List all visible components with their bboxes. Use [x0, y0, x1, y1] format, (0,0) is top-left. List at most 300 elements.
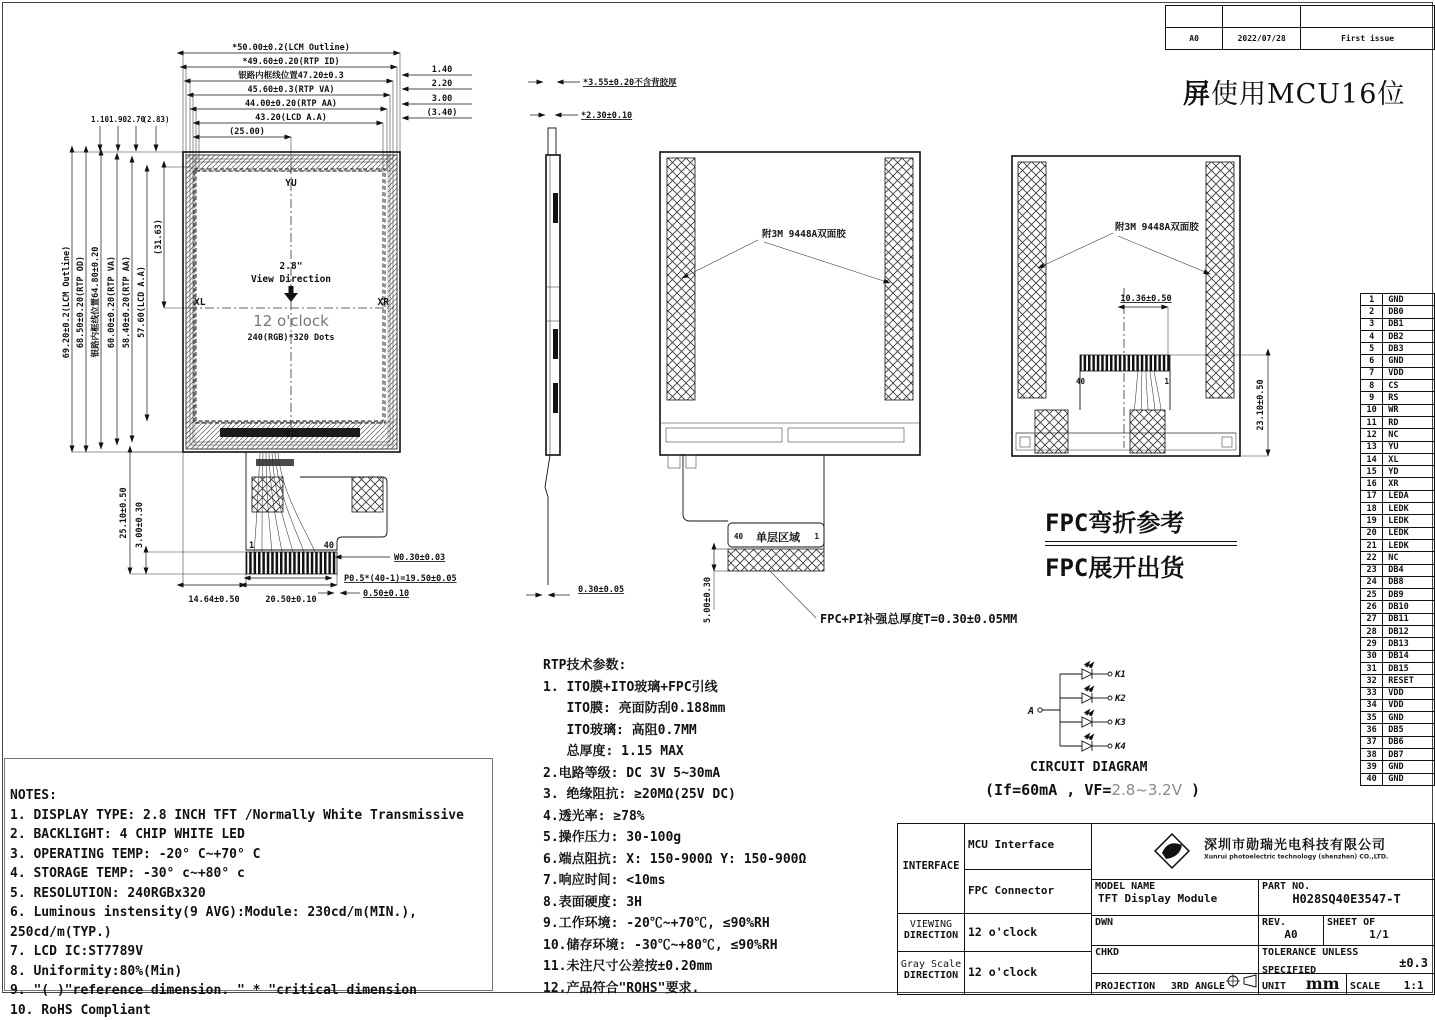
pin-name: LEDA [1383, 490, 1435, 502]
pin-number: 23 [1361, 564, 1383, 576]
dim-right-4: (3.40) [427, 108, 458, 118]
dim-pitch: P0.5*(40-1)=19.50±0.05 [344, 574, 457, 584]
tolerance-value: ±0.3 [1399, 956, 1428, 970]
notes-block [10, 786, 485, 1020]
fpc-bend-reference-label: FPC弯折参考 [1045, 503, 1240, 538]
pin-name: GND [1383, 773, 1435, 785]
revision-code: A0 [1166, 28, 1223, 50]
part-no-label: PART NO. [1259, 880, 1434, 892]
pin-name: YD [1383, 466, 1435, 478]
pin-name: GND [1383, 294, 1435, 306]
pin-name: DB8 [1383, 576, 1435, 588]
pin-row [1361, 613, 1435, 625]
pin-row [1361, 539, 1435, 551]
rtp-line: ITO玻璃: 高阻0.7MM [543, 720, 893, 742]
gray-scale-label-cell [898, 951, 964, 994]
pin-number: 39 [1361, 761, 1383, 773]
pin-row [1361, 515, 1435, 527]
cathode-k1-label: K1 [1114, 670, 1126, 680]
pin-number: 40 [1361, 773, 1383, 785]
pin-row [1361, 724, 1435, 736]
tape-strip-left [667, 158, 695, 400]
pin-name: XL [1383, 453, 1435, 465]
mark-xr: XR [378, 297, 390, 308]
unit-label: UNIT [1259, 980, 1286, 992]
pin-row [1361, 343, 1435, 355]
rtp-line: 2.电路等级: DC 3V 5~30mA [543, 763, 893, 785]
pin-row [1361, 306, 1435, 318]
pin-row [1361, 294, 1435, 306]
scale-value: 1:1 [1404, 979, 1424, 992]
clock-direction-label: 12 o'clock [253, 312, 329, 330]
pin-row [1361, 355, 1435, 367]
gray-scale-label-2: DIRECTION [898, 970, 964, 981]
pin-number: 32 [1361, 675, 1383, 687]
dim-rtp-va-h: 60.00±0.20(RTP VA) [107, 256, 117, 348]
condition-value: 2.8~3.2V [1111, 781, 1182, 799]
rtp-parameters-block [543, 655, 893, 999]
fpc-pin1: 1 [814, 532, 819, 541]
rtp-lines [543, 677, 893, 1000]
pin-number: 10 [1361, 404, 1383, 416]
pin-name: DB11 [1383, 613, 1435, 625]
dim-fpc-thickness: 0.30±0.05 [578, 585, 624, 595]
pin-row [1361, 761, 1435, 773]
dim-20-50: 20.50±0.10 [265, 595, 316, 605]
pin-name: DB5 [1383, 724, 1435, 736]
rtp-line: 9.工作环境: -20℃~+70℃, ≤90%RH [543, 913, 893, 935]
pin-number: 9 [1361, 392, 1383, 404]
dim-tl-3: 2.70 [127, 115, 146, 124]
pin-number: 35 [1361, 712, 1383, 724]
revision-date: 2022/07/28 [1223, 28, 1301, 50]
pin-name: RD [1383, 416, 1435, 428]
pin-name: DB6 [1383, 736, 1435, 748]
pin-name: DB10 [1383, 601, 1435, 613]
rtp-line: 3. 绝缘阻抗: ≥20MΩ(25V DC) [543, 784, 893, 806]
stiffener-note: FPC+PI补强总厚度T=0.30±0.05MM [820, 611, 1017, 626]
folded-fpc [1016, 355, 1236, 453]
mcu-note-rest: 使用MCU16位 [1211, 79, 1405, 110]
note-line: 4. STORAGE TEMP: -30° c~+80° c [10, 864, 485, 884]
revision-description: First issue [1301, 28, 1435, 50]
notes-lines [10, 806, 485, 1020]
pin-number: 25 [1361, 589, 1383, 601]
pin-number: 19 [1361, 515, 1383, 527]
rev-value: A0 [1259, 928, 1323, 941]
pin-name: RESET [1383, 675, 1435, 687]
pin-number: 31 [1361, 662, 1383, 674]
rev-cell [1258, 915, 1323, 945]
part-no-value: H028SQ40E3547-T [1259, 892, 1434, 906]
dim-rtp-id-w: *49.60±0.20(RTP ID) [242, 57, 339, 67]
fpc-pin1-label: 1 [249, 541, 254, 551]
fpc-connector-cell [964, 869, 1091, 913]
dim-rtp-aa-w: 44.00±0.20(RTP AA) [245, 99, 337, 109]
pin-name: RS [1383, 392, 1435, 404]
pin-number: 7 [1361, 367, 1383, 379]
pin-row [1361, 687, 1435, 699]
pin-row [1361, 453, 1435, 465]
cathode-k3-label: K3 [1114, 718, 1126, 728]
pin-name: DB12 [1383, 626, 1435, 638]
tolerance-label-1: TOLERANCE UNLESS [1259, 946, 1434, 958]
dim-tl-1: 1.10 [91, 115, 110, 124]
fpc-ship-flat-label: FPC展开出货 [1045, 548, 1240, 583]
pin-row [1361, 392, 1435, 404]
fpc-pin1: 1 [1164, 377, 1169, 386]
pin-number: 8 [1361, 380, 1383, 392]
rtp-line: 6.端点阻抗: X: 150-900Ω Y: 150-900Ω [543, 849, 893, 871]
pin-name: VDD [1383, 699, 1435, 711]
pin-row [1361, 441, 1435, 453]
model-name-label: MODEL NAME [1092, 880, 1258, 892]
dim-inner-frame-h: 银路内框线位置64.80±0.20 [90, 247, 101, 358]
note-line: 9. "( )"reference dimension. " * "critical dimension [10, 981, 485, 1001]
tape-strip-right [885, 158, 913, 400]
circuit-condition [985, 781, 1200, 799]
unit-value: mm [1306, 974, 1340, 993]
mark-yu: YU [285, 178, 297, 189]
pin-number: 33 [1361, 687, 1383, 699]
pin-row [1361, 552, 1435, 564]
pin-name: XR [1383, 478, 1435, 490]
pin-number: 12 [1361, 429, 1383, 441]
fpc-connector-value: FPC Connector [965, 883, 1091, 897]
pin-row [1361, 367, 1435, 379]
note-line: 6. Luminous instensity(9 AVG):Module: 230cd/m(MIN.), 250cd/m(TYP.) [10, 903, 485, 942]
rtp-line: 4.透光率: ≥78% [543, 806, 893, 828]
pin-name: CS [1383, 380, 1435, 392]
viewing-direction-value: 12 o'clock [965, 924, 1091, 939]
notes-title: NOTES: [10, 786, 485, 806]
back-fpc [683, 455, 824, 571]
front-left-dimensions [61, 152, 193, 452]
dim-25-10: 25.10±0.50 [119, 487, 129, 538]
pin-number: 20 [1361, 527, 1383, 539]
pin-row [1361, 736, 1435, 748]
double-rule [1045, 541, 1237, 546]
tape-label: 附3M 9448A双面胶 [1115, 221, 1199, 233]
pin-row [1361, 626, 1435, 638]
interface-label-cell [898, 824, 964, 913]
fpc-stiffener [728, 549, 824, 571]
note-line: 2. BACKLIGHT: 4 CHIP WHITE LED [10, 825, 485, 845]
pin-number: 11 [1361, 416, 1383, 428]
front-view-drawing [60, 25, 490, 650]
dim-tl-4: (2.83) [142, 115, 169, 124]
pin-row [1361, 330, 1435, 342]
note-line: 7. LCD IC:ST7789V [10, 942, 485, 962]
pin-number: 24 [1361, 576, 1383, 588]
sheet-of-label: SHEET OF [1324, 916, 1434, 928]
pin-row [1361, 503, 1435, 515]
single-layer-region-label: 单层区域 [756, 530, 801, 544]
pin-number: 21 [1361, 539, 1383, 551]
dim-25: (25.00) [229, 127, 265, 137]
unit-cell [1258, 973, 1346, 994]
dim-rtp-va-w: 45.60±0.3(RTP VA) [248, 85, 335, 95]
pin-row [1361, 527, 1435, 539]
pin-name: LEDK [1383, 539, 1435, 551]
pin-row [1361, 564, 1435, 576]
view-direction-arrow-icon [284, 286, 298, 302]
pin-name: DB2 [1383, 330, 1435, 342]
revision-row [1166, 6, 1435, 28]
rtp-line: 1. ITO膜+ITO玻璃+FPC引线 [543, 677, 893, 699]
dim-lcm-outline-w: *50.00±0.2(LCM Outline) [232, 42, 350, 53]
front-bottom-dimensions [119, 452, 457, 605]
cathode-k2-label: K2 [1114, 694, 1126, 704]
scale-cell [1346, 973, 1434, 994]
dim-tl-2: 1.90 [109, 115, 128, 124]
rtp-line: 7.响应时间: <10ms [543, 870, 893, 892]
third-angle-symbol-icon [1225, 974, 1259, 988]
dim-right-1: 1.40 [432, 65, 452, 75]
revision-table [1165, 5, 1435, 50]
pin-name: DB14 [1383, 650, 1435, 662]
dim-total-thickness: *3.55±0.20不含背胶厚 [583, 77, 677, 88]
cathode-k4-label: K4 [1114, 742, 1126, 752]
front-module-body [183, 152, 400, 452]
pin-number: 22 [1361, 552, 1383, 564]
pin-number: 34 [1361, 699, 1383, 711]
mcu-interface-cell [964, 824, 1091, 869]
anode-label: A [1027, 706, 1034, 717]
note-line: 10. RoHS Compliant [10, 1001, 485, 1020]
pin-name: VDD [1383, 687, 1435, 699]
revision-description [1301, 6, 1435, 28]
viewing-label-1: VIEWING [898, 919, 964, 930]
fpc-wire-fan [1134, 371, 1161, 410]
pin-row [1361, 318, 1435, 330]
pin-name: DB7 [1383, 748, 1435, 760]
display-size-label: 2.8" [280, 261, 303, 272]
tolerance-label-2: SPECIFIED [1259, 964, 1316, 976]
pin-row [1361, 662, 1435, 674]
pin-row [1361, 675, 1435, 687]
dim-end-margin: 0.50±0.10 [363, 589, 409, 599]
pin-row [1361, 601, 1435, 613]
rev-label: REV. [1259, 916, 1323, 928]
company-logo [1150, 829, 1194, 873]
pin-name: DB0 [1383, 306, 1435, 318]
condition-suffix: ) [1182, 781, 1200, 799]
revision-code [1166, 6, 1223, 28]
sheet-of-value: 1/1 [1324, 928, 1434, 941]
view-direction-label: View Direction [251, 274, 331, 285]
pin-number: 30 [1361, 650, 1383, 662]
pin-number: 14 [1361, 453, 1383, 465]
circuit-diagram-title: CIRCUIT DIAGRAM [1030, 760, 1147, 775]
pin-name: NC [1383, 429, 1435, 441]
pin-name: GND [1383, 712, 1435, 724]
front-topleft-dimensions [91, 115, 170, 151]
mcu-note-bold: 屏 [1183, 79, 1211, 110]
company-name-en: Xunrui photoelectric technology (shenzhen) CO.,LTD. [1204, 853, 1388, 861]
led-branches [1060, 661, 1126, 752]
scale-label: SCALE [1347, 980, 1380, 992]
chkd-label: CHKD [1092, 946, 1258, 958]
pin-name: VDD [1383, 367, 1435, 379]
mark-xl: XL [194, 297, 206, 308]
part-no-cell [1258, 879, 1434, 915]
gray-scale-value: 12 o'clock [965, 964, 1091, 979]
pin-name: NC [1383, 552, 1435, 564]
pin-name: GND [1383, 355, 1435, 367]
pin-number: 16 [1361, 478, 1383, 490]
pin-number: 28 [1361, 626, 1383, 638]
dim-31-63: (31.63) [154, 219, 164, 255]
dim-pin-width: W0.30±0.03 [394, 553, 445, 563]
pin-row [1361, 429, 1435, 441]
pin-row [1361, 699, 1435, 711]
resolution-dots-label: 240(RGB)*320 Dots [248, 333, 335, 343]
interface-label: INTERFACE [898, 860, 964, 872]
circuit-diagram [990, 650, 1260, 765]
tape-strip-left [1018, 162, 1046, 398]
pin-name: LEDK [1383, 527, 1435, 539]
fpc-note-block [1045, 503, 1240, 583]
projection-label: PROJECTION [1092, 980, 1155, 992]
rtp-line: 5.操作压力: 30-100g [543, 827, 893, 849]
dim-lcd-aa-w: 43.20(LCD A.A) [255, 113, 327, 123]
side-fpc-tail [545, 455, 550, 585]
pin-row [1361, 638, 1435, 650]
mcu-interface-value: MCU Interface [965, 837, 1091, 851]
pin-number: 3 [1361, 318, 1383, 330]
pin-row [1361, 576, 1435, 588]
company-names [1204, 834, 1398, 861]
pin-number: 18 [1361, 503, 1383, 515]
pin-row [1361, 380, 1435, 392]
tape-strip-right [1206, 162, 1234, 398]
viewing-label-2: DIRECTION [898, 930, 964, 941]
model-name-value: TFT Display Module [1092, 892, 1258, 905]
note-line: 8. Uniformity:80%(Min) [10, 962, 485, 982]
pin-row [1361, 748, 1435, 760]
revision-date [1223, 6, 1301, 28]
pin-number: 5 [1361, 343, 1383, 355]
pin-name: DB13 [1383, 638, 1435, 650]
pin-row [1361, 490, 1435, 502]
pin-number: 2 [1361, 306, 1383, 318]
pin-row [1361, 416, 1435, 428]
pin-number: 1 [1361, 294, 1383, 306]
pin-row [1361, 466, 1435, 478]
pin-name: DB1 [1383, 318, 1435, 330]
note-line: 5. RESOLUTION: 240RGBx320 [10, 884, 485, 904]
dim-right-2: 2.20 [432, 79, 452, 89]
pin-assignment-table [1360, 293, 1435, 786]
pin-number: 29 [1361, 638, 1383, 650]
pin-number: 13 [1361, 441, 1383, 453]
dim-23-10: 23.10±0.50 [1256, 379, 1266, 430]
tolerance-cell [1258, 945, 1434, 973]
viewing-direction-label-cell [898, 913, 964, 951]
projection-value: 3RD ANGLE [1171, 981, 1225, 992]
pin-name: DB4 [1383, 564, 1435, 576]
dim-lcd-aa-h: 57.60(LCD A.A) [137, 266, 147, 338]
dim-rtp-od-h: 68.50±0.20(RTP OD) [76, 256, 86, 348]
pin-number: 26 [1361, 601, 1383, 613]
mcu-16bit-note [1183, 72, 1405, 111]
pin-row [1361, 650, 1435, 662]
rtp-title: RTP技术参数: [543, 655, 893, 677]
rtp-line: 10.储存环境: -30℃~+80℃, ≤90%RH [543, 935, 893, 957]
pin-number: 27 [1361, 613, 1383, 625]
rtp-line: 11.未注尺寸公差按±0.20mm [543, 956, 893, 978]
rtp-line: 8.表面硬度: 3H [543, 892, 893, 914]
company-name-cn: 深圳市勋瑞光电科技有限公司 [1204, 834, 1398, 853]
gray-scale-value-cell [964, 951, 1091, 994]
viewing-direction-value-cell [964, 913, 1091, 951]
pin-name: DB9 [1383, 589, 1435, 601]
pin-row [1361, 773, 1435, 785]
pin-number: 36 [1361, 724, 1383, 736]
gray-scale-label-1: Gray Scale [898, 959, 964, 970]
front-fpc [246, 452, 387, 574]
tape-label: 附3M 9448A双面胶 [762, 228, 846, 240]
pin-row [1361, 404, 1435, 416]
rtp-line: ITO膜: 亮面防刮0.188mm [543, 698, 893, 720]
pin-name: DB15 [1383, 662, 1435, 674]
pin-name: LEDK [1383, 503, 1435, 515]
dwn-cell [1091, 915, 1258, 945]
dim-3-00: 3.00±0.30 [135, 502, 145, 548]
pin-name: YU [1383, 441, 1435, 453]
rtp-line: 总厚度: 1.15 MAX [543, 741, 893, 763]
pin-number: 6 [1361, 355, 1383, 367]
rtp-line: 12.产品符合"ROHS"要求. [543, 978, 893, 1000]
mark-yd: YD [285, 429, 297, 440]
projection-cell [1091, 973, 1258, 994]
pin-number: 38 [1361, 748, 1383, 760]
fpc-pin40-label: 40 [324, 541, 334, 551]
dim-lcm-outline-h: 69.20±0.2(LCM Outline) [61, 246, 72, 359]
pin-number: 15 [1361, 466, 1383, 478]
chkd-cell [1091, 945, 1258, 973]
dim-14-64: 14.64±0.50 [188, 595, 239, 605]
pin-name: DB3 [1383, 343, 1435, 355]
pin-number: 4 [1361, 330, 1383, 342]
pin-row [1361, 589, 1435, 601]
note-line: 3. OPERATING TEMP: -20° C~+70° C [10, 845, 485, 865]
pin-number: 17 [1361, 490, 1383, 502]
fpc-pin40: 40 [734, 532, 744, 541]
dwn-label: DWN [1092, 916, 1258, 928]
model-name-cell [1091, 879, 1258, 915]
pin-name: LEDK [1383, 515, 1435, 527]
condition-prefix: (If=60mA , VF= [985, 781, 1111, 799]
pin-name: GND [1383, 761, 1435, 773]
pin-number: 37 [1361, 736, 1383, 748]
company-cell [1091, 824, 1434, 879]
dim-10-36: 10.36±0.50 [1120, 294, 1171, 304]
pin-row [1361, 712, 1435, 724]
dim-5-00: 5.00±0.30 [703, 577, 713, 623]
fpc-pin40: 40 [1076, 377, 1086, 386]
dim-right-3: 3.00 [432, 94, 452, 104]
title-block [897, 823, 1435, 995]
sheet-of-cell [1323, 915, 1434, 945]
pin-name: WR [1383, 404, 1435, 416]
front-right-dimensions [408, 65, 472, 118]
dim-inner-frame-w: 银路内框线位置47.20±0.3 [238, 70, 344, 81]
dim-rtp-aa-h: 58.40±0.20(RTP AA) [122, 256, 132, 348]
note-line: 1. DISPLAY TYPE: 2.8 INCH TFT /Normally White Transmissive [10, 806, 485, 826]
pin-row [1361, 478, 1435, 490]
